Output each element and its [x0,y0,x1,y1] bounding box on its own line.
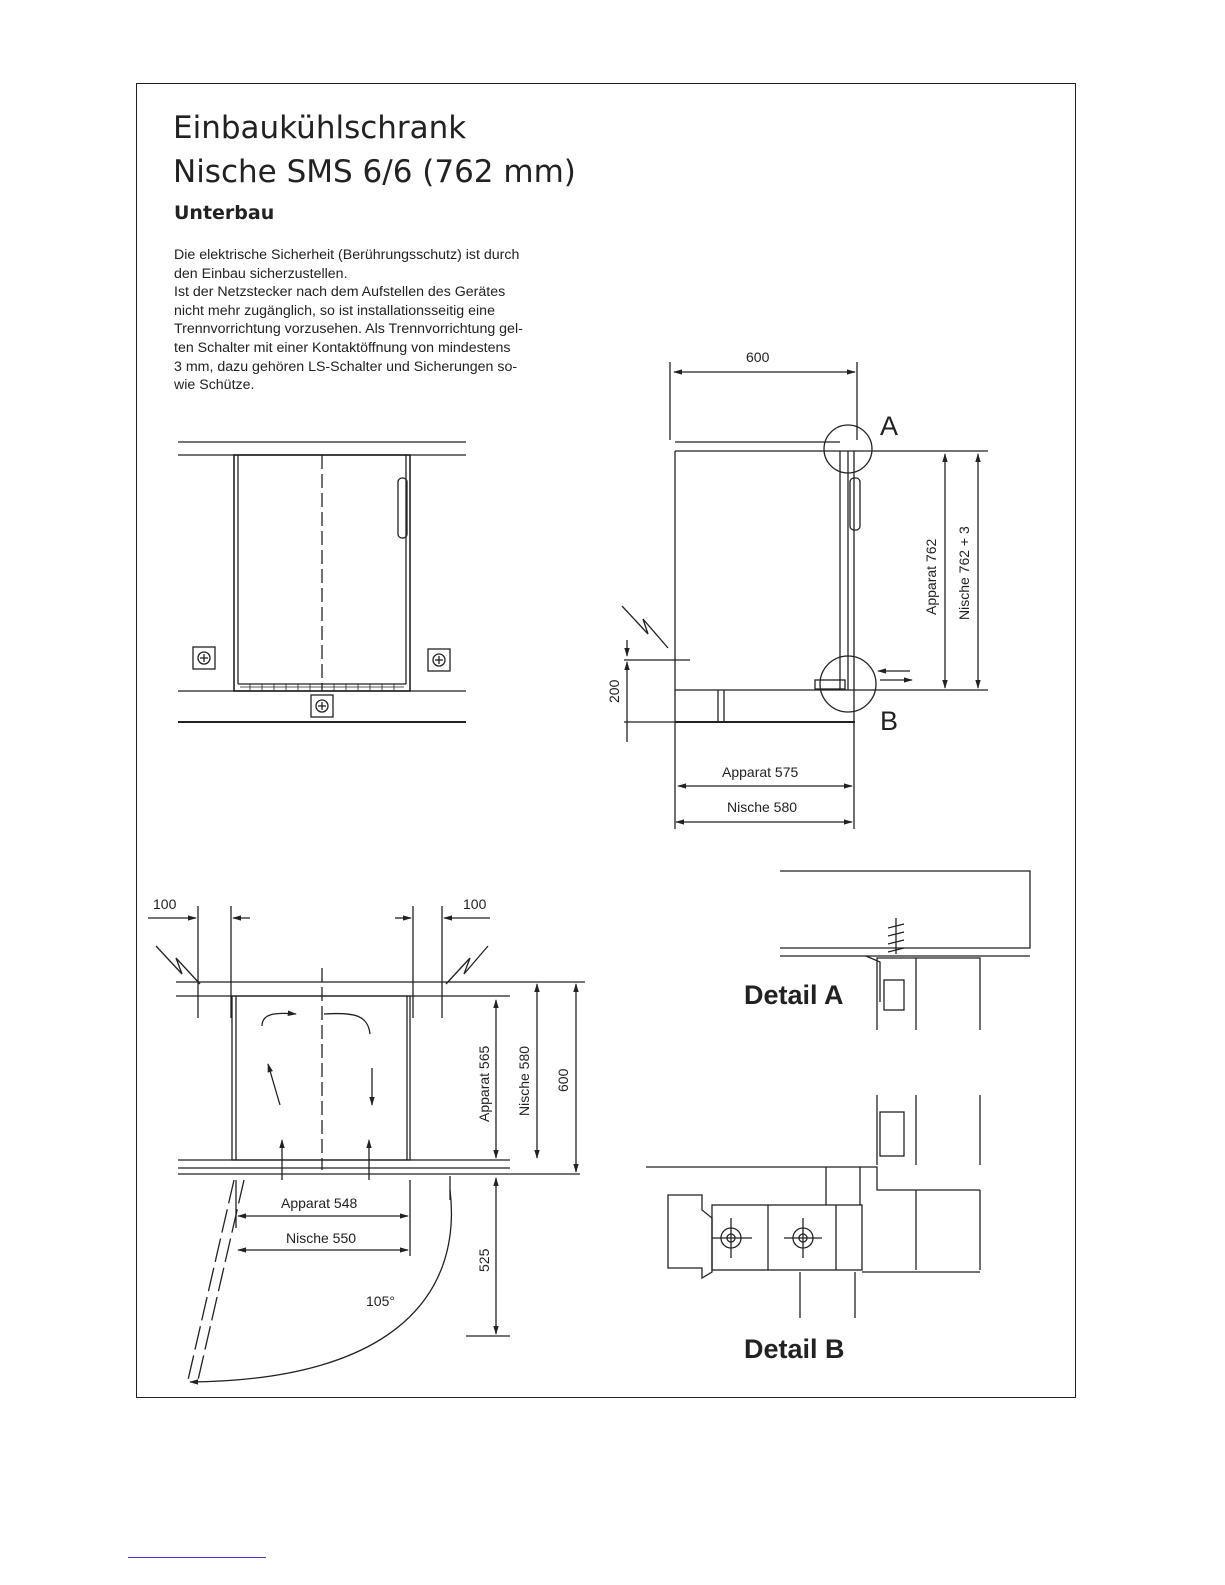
paragraph-line: ten Schalter mit einer Kontaktöffnung von mindestens [174,339,511,356]
dim-600-plan: 600 [555,1068,571,1092]
dim-left-100: 100 [153,896,177,912]
title-line-2: Nische SMS 6/6 (762 mm) [173,154,576,190]
power-cable-icon [622,606,668,648]
socket-icon [428,649,450,671]
paragraph-line: nicht mehr zugänglich, so ist installationsseitig eine [174,302,495,319]
footer-link-line [128,1557,266,1558]
dim-nische-550: Nische 550 [286,1230,357,1246]
detail-a-label: Detail A [744,980,844,1010]
dim-apparat-575: Apparat 575 [722,764,799,780]
angle-105: 105° [366,1293,395,1309]
side-dim-600: 600 [746,349,770,365]
dim-apparat-762: Apparat 762 [923,538,939,615]
paragraph-line: Trennvorrichtung vorzusehen. Als Trennvorrichtung gel- [174,321,523,338]
detail-a-drawing [744,871,1030,1030]
paragraph-line: den Einbau sicherzustellen. [174,265,348,282]
socket-icon [193,647,215,669]
paragraph-line: 3 mm, dazu gehören LS-Schalter und Sicherungen so- [174,358,518,375]
paragraph-line: Die elektrische Sicherheit (Berührungsschutz) ist durch [174,247,520,263]
dim-apparat-565: Apparat 565 [476,1045,492,1122]
dim-525: 525 [476,1248,492,1272]
socket-icon [311,695,333,717]
dim-nische-762: Nische 762 + 3 [956,526,972,620]
paragraph-line: Ist der Netzstecker nach dem Aufstellen des Gerätes [174,284,506,301]
plan-view-drawing [148,896,585,1382]
paragraph-line: wie Schütze. [174,377,255,394]
dim-right-100: 100 [463,896,487,912]
dim-apparat-548: Apparat 548 [281,1195,358,1211]
detail-b-label: Detail B [744,1334,845,1364]
front-view-drawing [178,442,466,722]
subtitle: Unterbau [174,202,275,224]
title-line-1: Einbaukühlschrank [173,110,467,146]
dim-nische-580-plan: Nische 580 [516,1045,532,1116]
dim-nische-580: Nische 580 [727,799,798,815]
side-view-drawing [606,349,988,829]
marker-b: B [880,706,899,736]
dim-200: 200 [606,679,622,703]
detail-b-drawing [646,1095,980,1364]
marker-a: A [880,411,899,441]
